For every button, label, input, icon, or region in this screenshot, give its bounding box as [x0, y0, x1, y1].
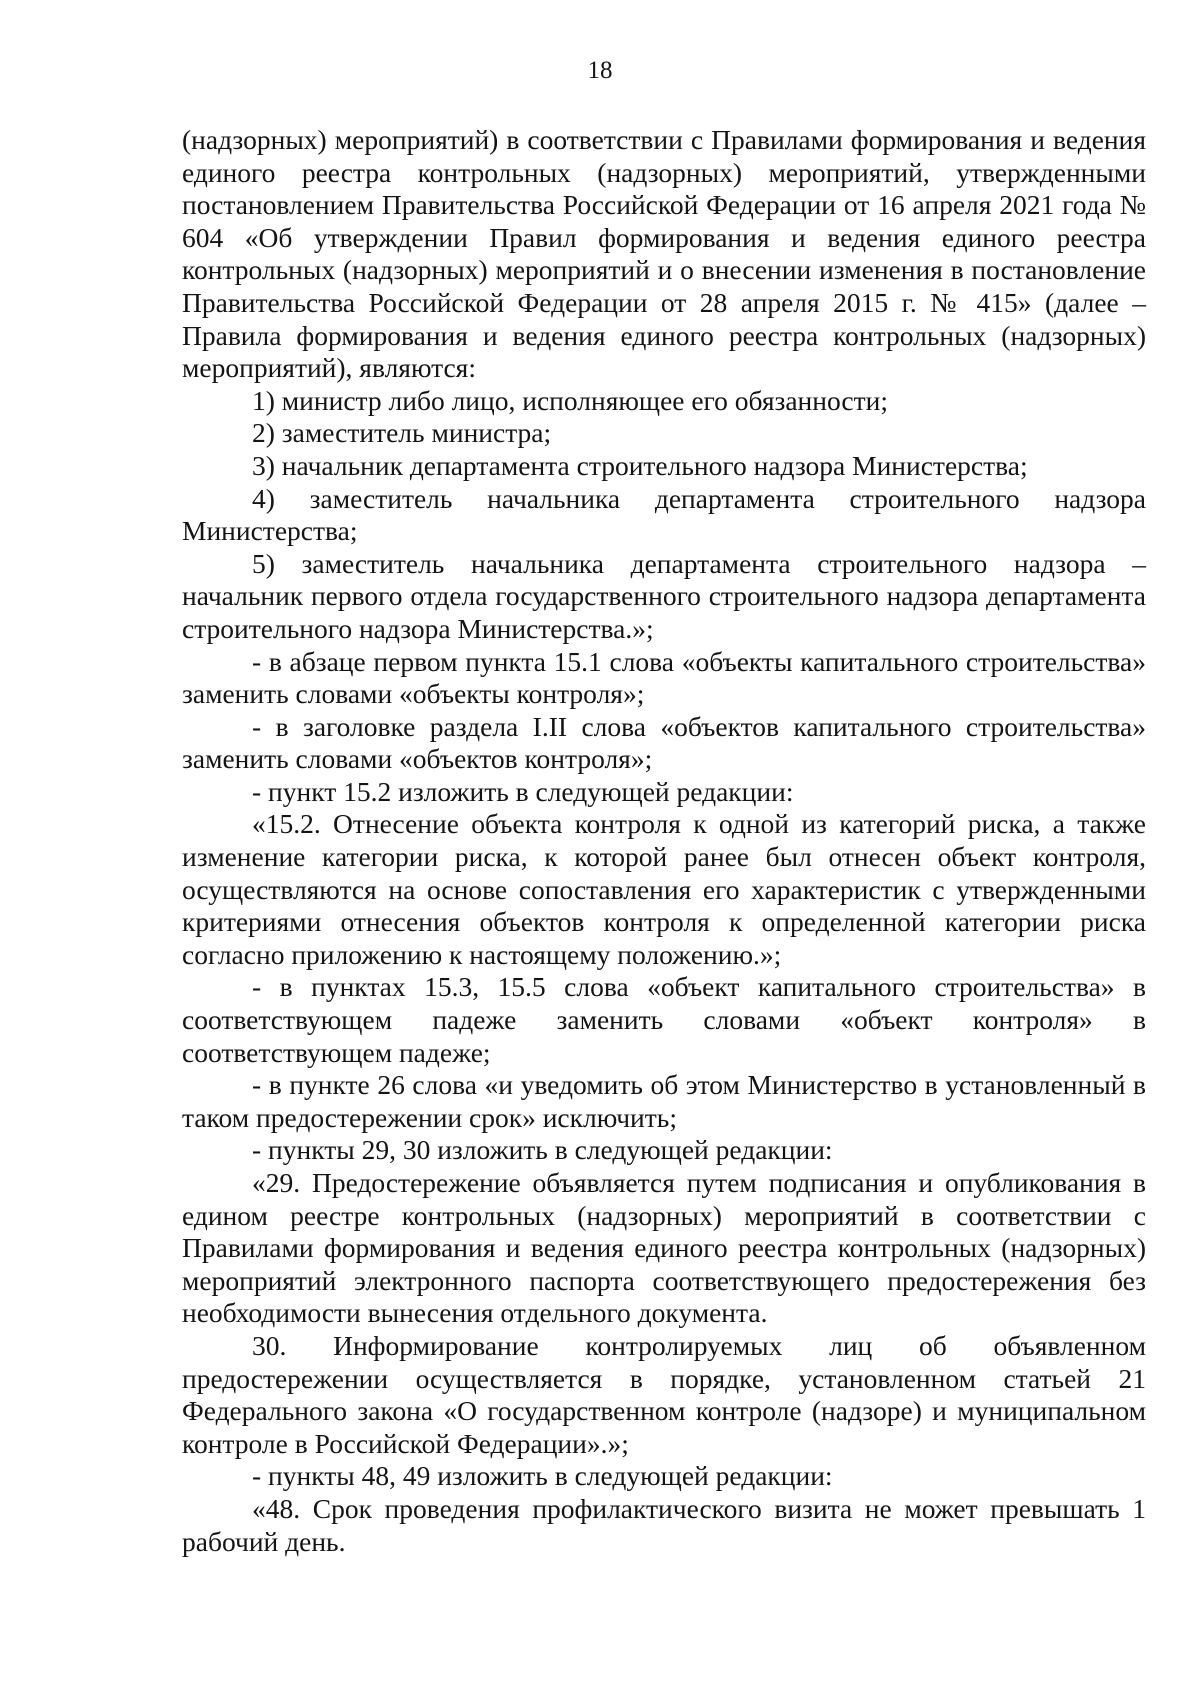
list-item: 4) заместитель начальника департамента строительного надзора Министерства;: [182, 482, 1146, 547]
list-item: 1) министр либо лицо, исполняющее его обязанности;: [252, 384, 889, 416]
quoted-paragraph: «29. Предостережение объявляется путем подписания и опубликования в едином реестре контрольных (надзорных) мероприятий в соответствии с Правилами формирования и ведения единого реестра контрольных (надзорных) мероприятий электронного паспорта соответствующего предостережения без необходимости вынесения отдельного документа.: [182, 1167, 1146, 1329]
list-item: 2) заместитель министра;: [252, 417, 552, 449]
document-body: [182, 124, 1146, 1558]
quoted-paragraph: «48. Срок проведения профилактического визита не может превышать 1 рабочий день.: [182, 1492, 1146, 1557]
quoted-paragraph: 30. Информирование контролируемых лиц об объявленном предостережении осуществляется в порядке, установленном статьей 21 Федерального закона «О государственном контроле (надзоре) и муниципальном контроле в Российской Федерации».»;: [182, 1329, 1146, 1459]
amendment-item: - пункт 15.2 изложить в следующей редакции:: [252, 775, 794, 807]
list-item: 3) начальник департамента строительного надзора Министерства;: [252, 449, 1028, 481]
list-item: 5) заместитель начальника департамента строительного надзора – начальник первого отдела государственного строительного надзора департамента строительного надзора Министерства.»;: [182, 547, 1146, 644]
page-number: 18: [587, 57, 613, 84]
paragraph: (надзорных) мероприятий) в соответствии с Правилами формирования и ведения единого реестра контрольных (надзорных) мероприятий, утвержденными постановлением Правительства Российской Федерации от 16 апреля 2021 года № 604 «Об утверждении Правил формирования и ведения единого реестра контрольных (надзорных) мероприятий и о внесении изменения в постановление Правительства Российской Федерации от 28 апреля 2015 г. № 415» (далее – Правила формирования и ведения единого реестра контрольных (надзорных) мероприятий), являются:: [182, 124, 1146, 384]
amendment-item: - в абзаце первом пункта 15.1 слова «объекты капитального строительства» заменить словами «объекты контроля»;: [182, 645, 1146, 710]
amendment-item: - в пункте 26 слова «и уведомить об этом Министерство в установленный в таком предостережении срок» исключить;: [182, 1069, 1146, 1133]
amendment-item: - пункты 29, 30 изложить в следующей редакции:: [252, 1134, 833, 1166]
amendment-item: - в заголовке раздела I.II слова «объектов капитального строительства» заменить словами «объектов контроля»;: [182, 710, 1146, 775]
amendment-item: - в пунктах 15.3, 15.5 слова «объект капитального строительства» в соответствующем падеже заменить словами «объект контроля» в соответствующем падеже;: [182, 971, 1146, 1068]
quoted-paragraph: «15.2. Отнесение объекта контроля к одной из категорий риска, а также изменение категории риска, к которой ранее был отнесен объект контроля, осуществляются на основе сопоставления его характеристик с утвержденными критериями отнесения объектов контроля к определенной категории риска согласно приложению к настоящему положению.»;: [182, 808, 1146, 970]
amendment-item: - пункты 48, 49 изложить в следующей редакции:: [252, 1460, 833, 1492]
